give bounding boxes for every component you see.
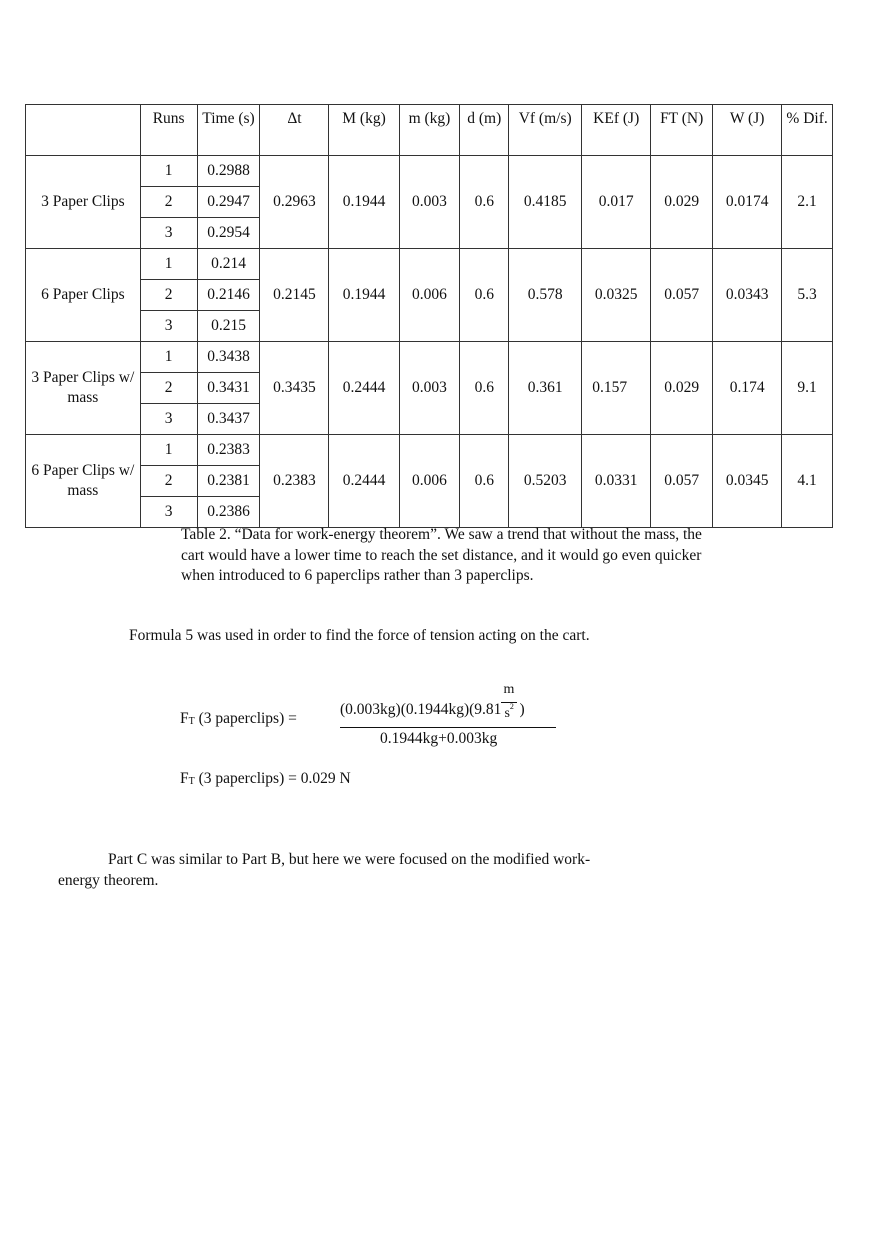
tension-formula bbox=[180, 682, 580, 760]
unit-exponent: 2 bbox=[509, 702, 514, 711]
header-cell-percent-diff: % Dif. bbox=[782, 105, 833, 156]
percent-diff-value: 9.1 bbox=[782, 342, 833, 435]
distance-value: 0.6 bbox=[460, 435, 509, 528]
vf-value: 0.4185 bbox=[509, 156, 582, 249]
group-label: 6 Paper Clips w/ mass bbox=[26, 435, 141, 528]
small-mass-value: 0.006 bbox=[399, 249, 460, 342]
table-caption: Table 2. “Data for work-energy theorem”. We saw a trend that without the mass, the cart would have a lower time to reach the set distance, and it would go even quicker when introduced to 6 paperclips rather than 3 paperclips. bbox=[181, 526, 702, 584]
run-number: 3 bbox=[140, 218, 197, 249]
group-label: 3 Paper Clips bbox=[26, 156, 141, 249]
run-number: 3 bbox=[140, 404, 197, 435]
run-time: 0.2386 bbox=[197, 497, 260, 528]
formula-fraction-bar bbox=[340, 727, 556, 728]
percent-diff-value: 2.1 bbox=[782, 156, 833, 249]
run-time: 0.214 bbox=[197, 249, 260, 280]
run-time: 0.2383 bbox=[197, 435, 260, 466]
run-time: 0.2988 bbox=[197, 156, 260, 187]
run-number: 1 bbox=[140, 342, 197, 373]
big-mass-value: 0.1944 bbox=[329, 156, 399, 249]
delta-t-value: 0.2963 bbox=[260, 156, 329, 249]
run-time: 0.2947 bbox=[197, 187, 260, 218]
kef-value: 0.0325 bbox=[582, 249, 651, 342]
header-cell-group bbox=[26, 105, 141, 156]
table-row bbox=[26, 249, 833, 280]
big-mass-value: 0.1944 bbox=[329, 249, 399, 342]
group-label: 6 Paper Clips bbox=[26, 249, 141, 342]
run-number: 2 bbox=[140, 373, 197, 404]
run-number: 2 bbox=[140, 280, 197, 311]
formula-denominator: 0.1944kg+0.003kg bbox=[380, 730, 498, 747]
part-c-paragraph: Part C was similar to Part B, but here we were focused on the modified work-energy theorem. bbox=[58, 851, 591, 889]
delta-t-value: 0.2383 bbox=[260, 435, 329, 528]
vf-value: 0.578 bbox=[509, 249, 582, 342]
header-cell-kef: KEf (J) bbox=[582, 105, 651, 156]
header-cell-vf: Vf (m/s) bbox=[509, 105, 582, 156]
formula-intro: Formula 5 was used in order to find the force of tension acting on the cart. bbox=[129, 627, 590, 644]
run-time: 0.3431 bbox=[197, 373, 260, 404]
small-mass-value: 0.003 bbox=[399, 342, 460, 435]
run-number: 1 bbox=[140, 435, 197, 466]
unit-bottom-text: s bbox=[504, 706, 510, 721]
formula-numerator-text: (0.003kg)(0.1944kg)(9.81 bbox=[340, 701, 502, 718]
header-cell-ft: FT (N) bbox=[651, 105, 713, 156]
header-cell-big-mass: M (kg) bbox=[329, 105, 399, 156]
run-number: 2 bbox=[140, 466, 197, 497]
formula-lhs bbox=[180, 710, 297, 728]
delta-t-value: 0.3435 bbox=[260, 342, 329, 435]
run-time: 0.2381 bbox=[197, 466, 260, 497]
result-text: (3 paperclips) = 0.029 N bbox=[194, 770, 351, 787]
run-number: 2 bbox=[140, 187, 197, 218]
header-cell-work: W (J) bbox=[713, 105, 782, 156]
work-value: 0.0174 bbox=[713, 156, 782, 249]
run-number: 1 bbox=[140, 156, 197, 187]
kef-value: 0.157 bbox=[582, 342, 651, 435]
result-symbol: F bbox=[180, 770, 189, 787]
run-time: 0.3438 bbox=[197, 342, 260, 373]
distance-value: 0.6 bbox=[460, 156, 509, 249]
ft-value: 0.029 bbox=[651, 342, 713, 435]
delta-t-value: 0.2145 bbox=[260, 249, 329, 342]
kef-value: 0.0331 bbox=[582, 435, 651, 528]
small-mass-value: 0.003 bbox=[399, 156, 460, 249]
run-number: 1 bbox=[140, 249, 197, 280]
distance-value: 0.6 bbox=[460, 342, 509, 435]
result-subscript: T bbox=[188, 776, 195, 787]
table-row bbox=[26, 435, 833, 466]
run-time: 0.2954 bbox=[197, 218, 260, 249]
formula-lhs-label: (3 paperclips) = bbox=[194, 710, 297, 727]
run-time: 0.2146 bbox=[197, 280, 260, 311]
big-mass-value: 0.2444 bbox=[329, 342, 399, 435]
unit-bottom bbox=[504, 702, 513, 722]
vf-value: 0.5203 bbox=[509, 435, 582, 528]
table-row bbox=[26, 342, 833, 373]
formula-numerator bbox=[340, 682, 525, 721]
work-value: 0.0345 bbox=[713, 435, 782, 528]
big-mass-value: 0.2444 bbox=[329, 435, 399, 528]
run-time: 0.3437 bbox=[197, 404, 260, 435]
unit-fraction bbox=[501, 682, 519, 721]
header-cell-small-mass: m (kg) bbox=[399, 105, 460, 156]
distance-value: 0.6 bbox=[460, 249, 509, 342]
work-value: 0.0343 bbox=[713, 249, 782, 342]
run-time: 0.215 bbox=[197, 311, 260, 342]
run-number: 3 bbox=[140, 497, 197, 528]
header-cell-dt: Δt bbox=[260, 105, 329, 156]
formula-result bbox=[180, 770, 351, 788]
ft-value: 0.057 bbox=[651, 249, 713, 342]
work-value: 0.174 bbox=[713, 342, 782, 435]
header-cell-runs: Runs bbox=[140, 105, 197, 156]
ft-value: 0.057 bbox=[651, 435, 713, 528]
run-number: 3 bbox=[140, 311, 197, 342]
unit-top: m bbox=[503, 682, 515, 697]
formula-lhs-subscript: T bbox=[188, 716, 195, 727]
header-cell-time: Time (s) bbox=[197, 105, 260, 156]
formula-numerator-close: ) bbox=[519, 701, 525, 718]
percent-diff-value: 5.3 bbox=[782, 249, 833, 342]
ft-value: 0.029 bbox=[651, 156, 713, 249]
formula-lhs-symbol: F bbox=[180, 710, 189, 727]
vf-value: 0.361 bbox=[509, 342, 582, 435]
kef-value: 0.017 bbox=[582, 156, 651, 249]
table-row bbox=[26, 156, 833, 187]
small-mass-value: 0.006 bbox=[399, 435, 460, 528]
table-header-row bbox=[26, 105, 833, 156]
header-cell-distance: d (m) bbox=[460, 105, 509, 156]
percent-diff-value: 4.1 bbox=[782, 435, 833, 528]
group-label: 3 Paper Clips w/ mass bbox=[26, 342, 141, 435]
work-energy-data-table bbox=[25, 104, 833, 528]
